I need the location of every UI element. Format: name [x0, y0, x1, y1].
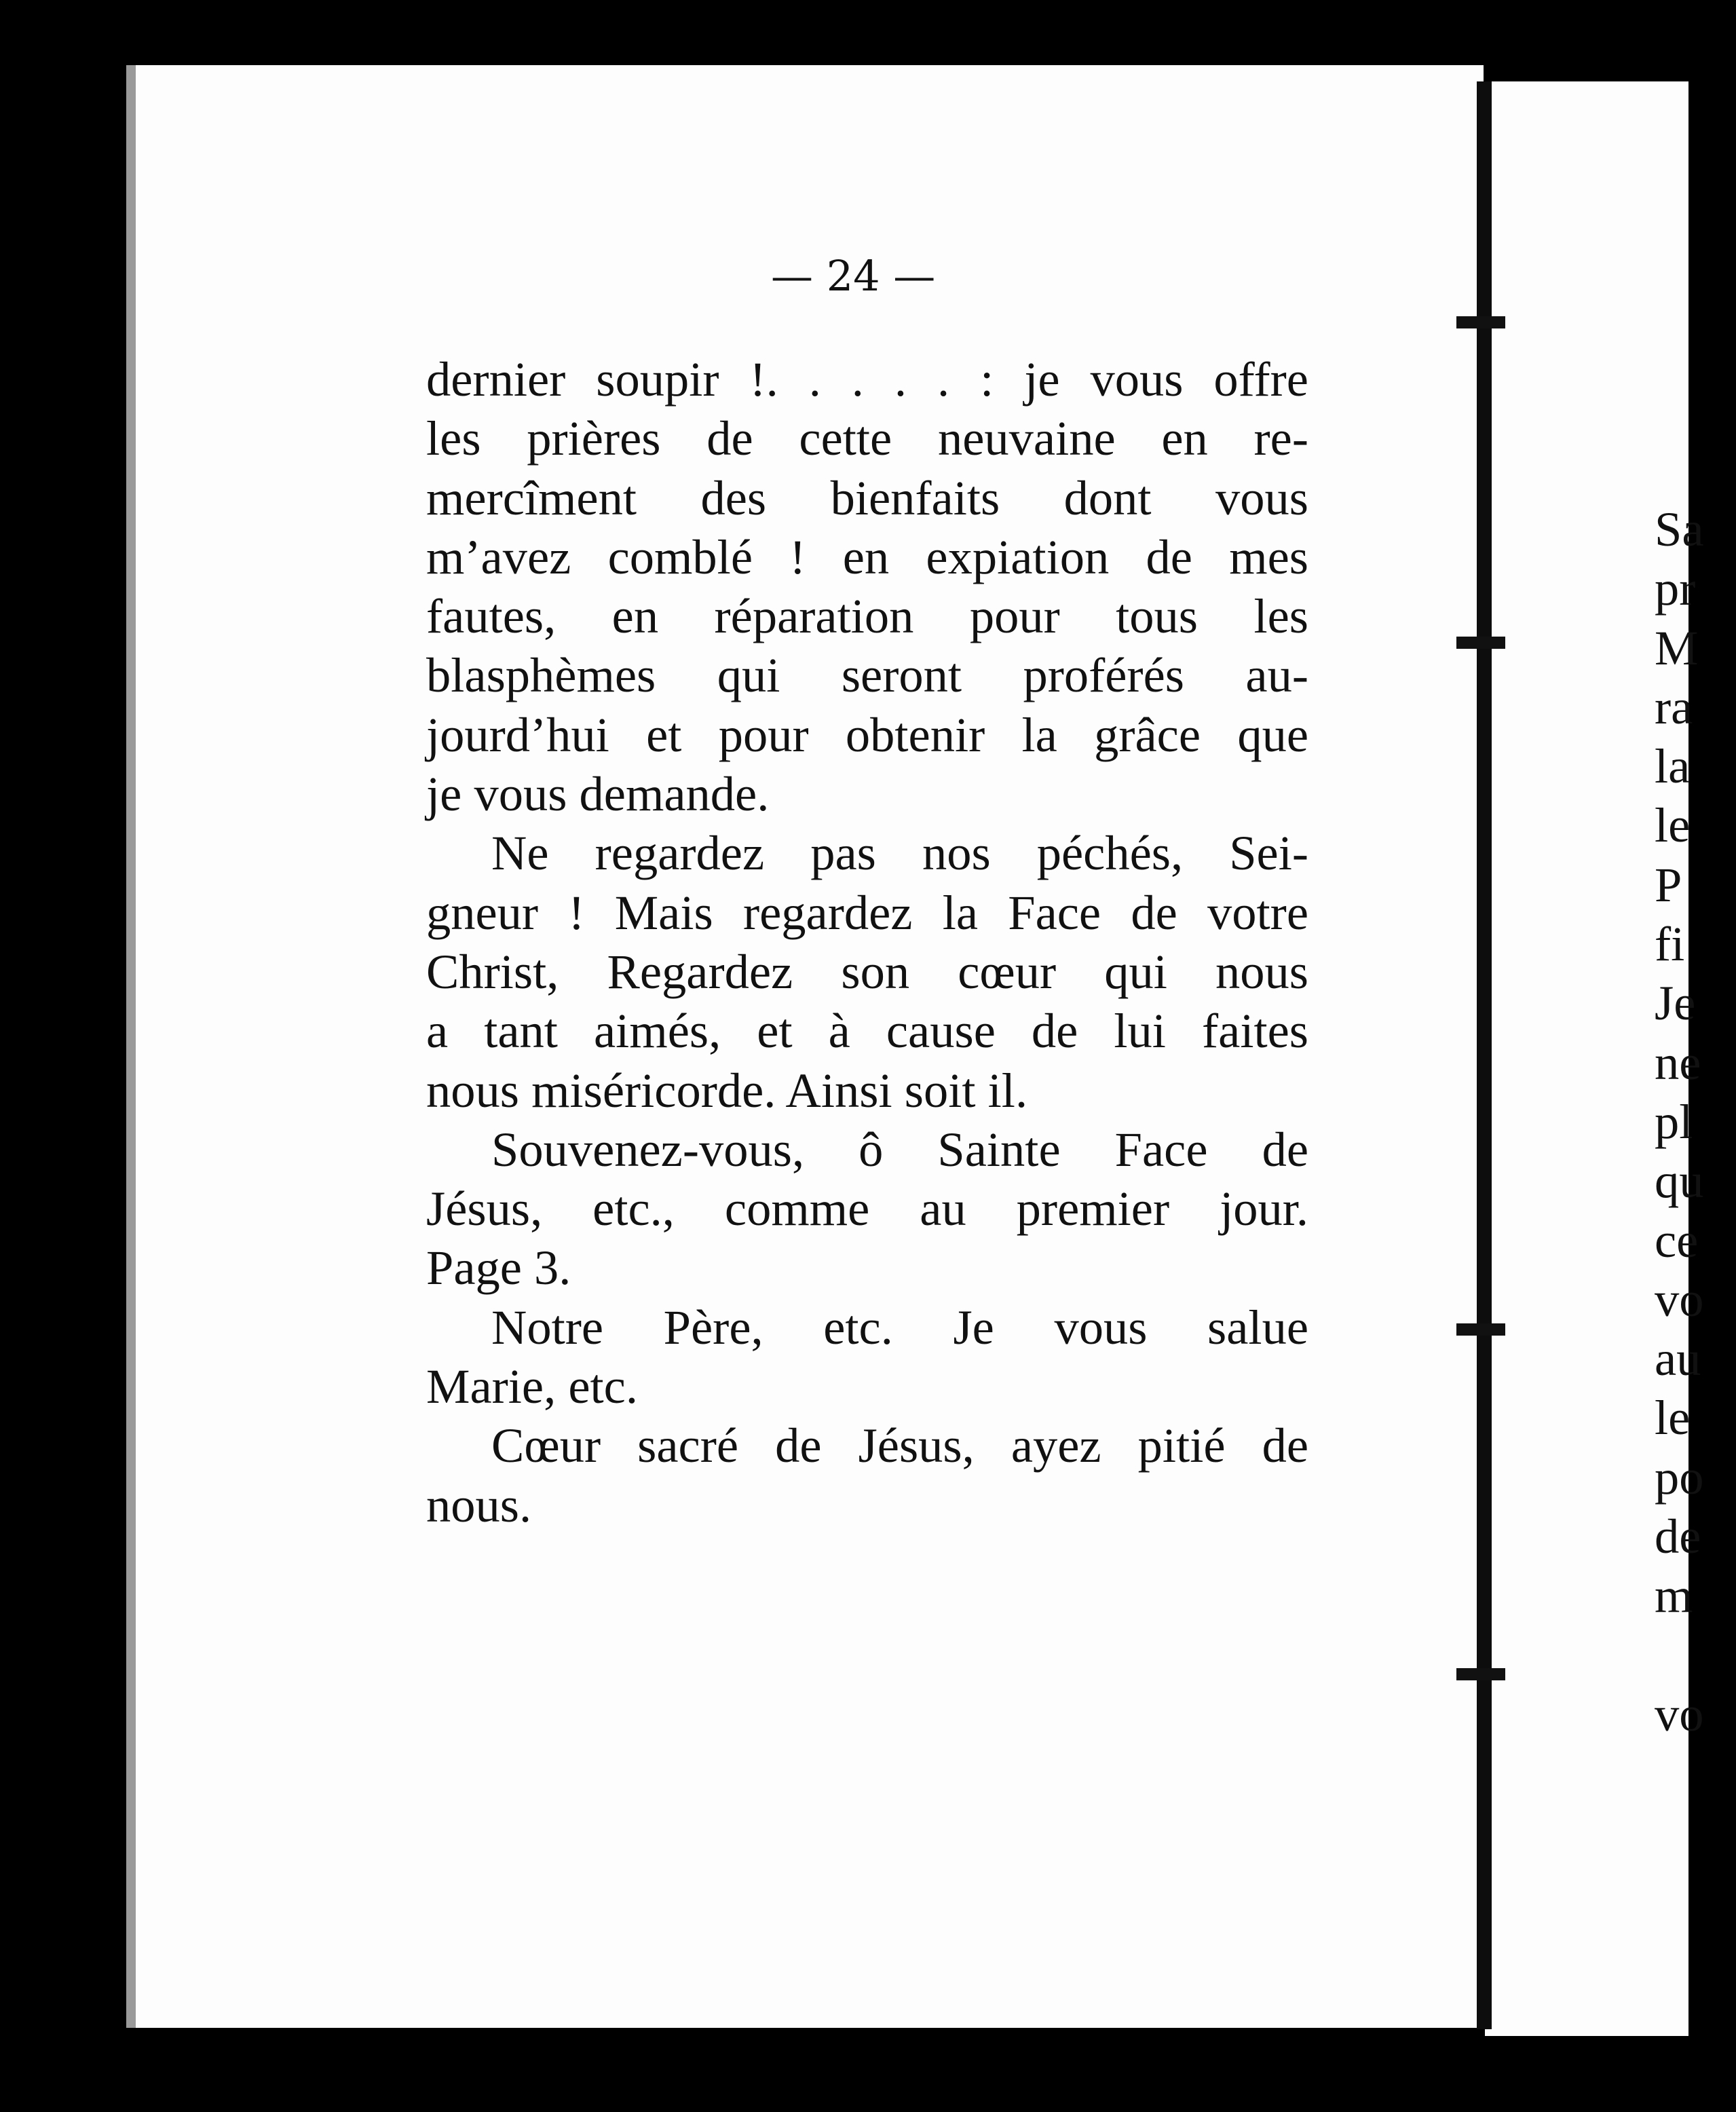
binding-stitch: [1456, 1323, 1505, 1336]
text-line: dernier soupir !. . . . . : je vous offre: [426, 352, 1308, 407]
book-spine: [1477, 81, 1492, 2029]
text-line: les prières de cette neuvaine en re-: [426, 411, 1308, 466]
text-line: Notre Père, etc. Je vous salue: [491, 1299, 1308, 1355]
text-line: nous miséricorde. Ainsi soit il.: [426, 1062, 1028, 1118]
facing-line: le: [1655, 1390, 1691, 1446]
facing-line: vo: [1655, 1686, 1704, 1741]
text-line: jourd’hui et pour obtenir la grâce que: [426, 706, 1308, 762]
text-line: mercîment des bienfaits dont vous: [426, 470, 1308, 525]
facing-line: vo: [1655, 1271, 1704, 1327]
text-line: gneur ! Mais regardez la Face de votre: [426, 884, 1308, 940]
facing-line: m: [1655, 1568, 1693, 1623]
facing-line: ce: [1655, 1212, 1699, 1268]
page-number: — 24 —: [771, 251, 936, 301]
facing-line: la: [1655, 738, 1691, 794]
facing-line: fi: [1655, 916, 1685, 972]
text-line: a tant aimés, et à cause de lui faites: [426, 1003, 1308, 1059]
text-line: m’avez comblé ! en expiation de mes: [426, 529, 1308, 584]
facing-line: Sa: [1655, 502, 1704, 557]
facing-line: [1655, 1625, 1736, 1684]
text-line: Jésus, etc., comme au premier jour.: [426, 1181, 1308, 1237]
text-line: Souvenez-vous, ô Sainte Face de: [491, 1121, 1308, 1177]
facing-line: de: [1655, 1509, 1701, 1564]
text-line: Ne regardez pas nos péchés, Sei-: [491, 825, 1308, 881]
binding-stitch: [1456, 637, 1505, 649]
facing-line: le: [1655, 797, 1691, 853]
binding-stitch: [1456, 316, 1505, 328]
body-text: [426, 350, 1308, 1534]
text-line: Marie, etc.: [426, 1359, 638, 1414]
left-page-edge: [126, 65, 136, 2028]
facing-line: P: [1655, 856, 1682, 912]
text-line: Cœur sacré de Jésus, ayez pitié de: [491, 1418, 1308, 1473]
facing-line: po: [1655, 1449, 1704, 1505]
text-line: fautes, en réparation pour tous les: [426, 588, 1308, 644]
facing-page-text: [1655, 499, 1736, 1743]
text-line: nous.: [426, 1477, 532, 1532]
facing-line: M: [1655, 620, 1699, 675]
facing-line: ne: [1655, 1034, 1701, 1090]
facing-line: Je: [1655, 975, 1696, 1031]
facing-line: qu: [1655, 1153, 1704, 1209]
facing-line: pl: [1655, 1093, 1693, 1149]
facing-line: au: [1655, 1331, 1701, 1387]
facing-line: ra: [1655, 679, 1693, 734]
text-line: Page 3.: [426, 1240, 571, 1296]
facing-line: pr: [1655, 561, 1696, 616]
binding-stitch: [1456, 1668, 1505, 1680]
text-line: blasphèmes qui seront proférés au-: [426, 647, 1308, 703]
text-line: Christ, Regardez son cœur qui nous: [426, 943, 1308, 999]
text-line: je vous demande.: [426, 766, 770, 822]
